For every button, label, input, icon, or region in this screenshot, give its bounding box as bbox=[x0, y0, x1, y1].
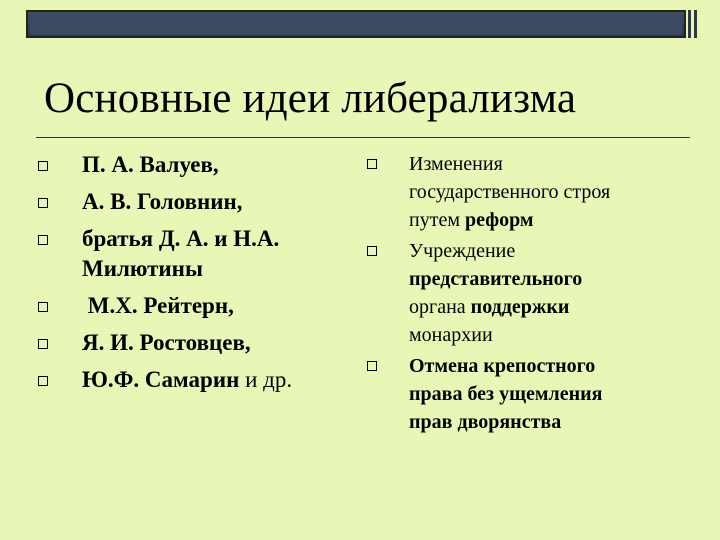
list-item bbox=[38, 224, 358, 284]
slide-title: Основные идеи либерализма bbox=[44, 75, 577, 122]
list-item-text: Я. И. Ростовцев, bbox=[82, 330, 251, 355]
list-item-text: Ю.Ф. Самарин bbox=[82, 367, 240, 392]
list-item bbox=[38, 328, 358, 358]
list-item-text: государственного строя bbox=[409, 181, 611, 203]
title-bar-decoration bbox=[26, 10, 686, 38]
square-bullet-icon bbox=[367, 361, 377, 371]
title-divider bbox=[36, 137, 690, 138]
list-item-text: монархии bbox=[409, 324, 493, 346]
square-bullet-icon bbox=[38, 161, 48, 171]
list-item-text-bold: представительного bbox=[409, 268, 583, 290]
right-bullet-list bbox=[367, 150, 687, 439]
list-item-text-bold: поддержки bbox=[470, 296, 570, 318]
list-item bbox=[38, 365, 358, 395]
square-bullet-icon bbox=[367, 159, 377, 169]
list-item-text: П. А. Валуев, bbox=[82, 152, 219, 177]
list-item-text: органа bbox=[409, 296, 471, 318]
list-item-text-bold: реформ bbox=[464, 209, 534, 231]
list-item bbox=[38, 291, 358, 321]
square-bullet-icon bbox=[367, 246, 377, 256]
list-item-text: путем bbox=[409, 209, 465, 231]
list-item-text: Изменения bbox=[409, 153, 503, 175]
list-item-text: Милютины bbox=[82, 256, 203, 281]
list-item-text: Учреждение bbox=[409, 240, 516, 262]
title-bar-end-mark bbox=[688, 10, 691, 38]
square-bullet-icon bbox=[38, 376, 48, 386]
square-bullet-icon bbox=[38, 339, 48, 349]
square-bullet-icon bbox=[38, 235, 48, 245]
list-item-text-suffix: и др. bbox=[239, 367, 293, 392]
list-item-text: братья Д. А. и Н.А. bbox=[82, 226, 280, 251]
square-bullet-icon bbox=[38, 302, 48, 312]
list-item bbox=[367, 352, 687, 436]
title-bar-end-mark bbox=[694, 10, 697, 38]
list-item bbox=[38, 187, 358, 217]
left-bullet-list bbox=[38, 150, 358, 402]
list-item-text: А. В. Головнин, bbox=[82, 189, 243, 214]
list-item bbox=[367, 237, 687, 349]
list-item-text-bold: прав дворянства bbox=[409, 411, 562, 433]
list-item bbox=[367, 150, 687, 234]
list-item-text-bold: Отмена крепостного bbox=[409, 355, 596, 377]
list-item-text-bold: права без bbox=[409, 383, 500, 405]
list-item bbox=[38, 150, 358, 180]
list-item-text: М.Х. Рейтерн, bbox=[82, 293, 234, 318]
list-item-text-bold: ущемления bbox=[499, 383, 603, 405]
square-bullet-icon bbox=[38, 198, 48, 208]
